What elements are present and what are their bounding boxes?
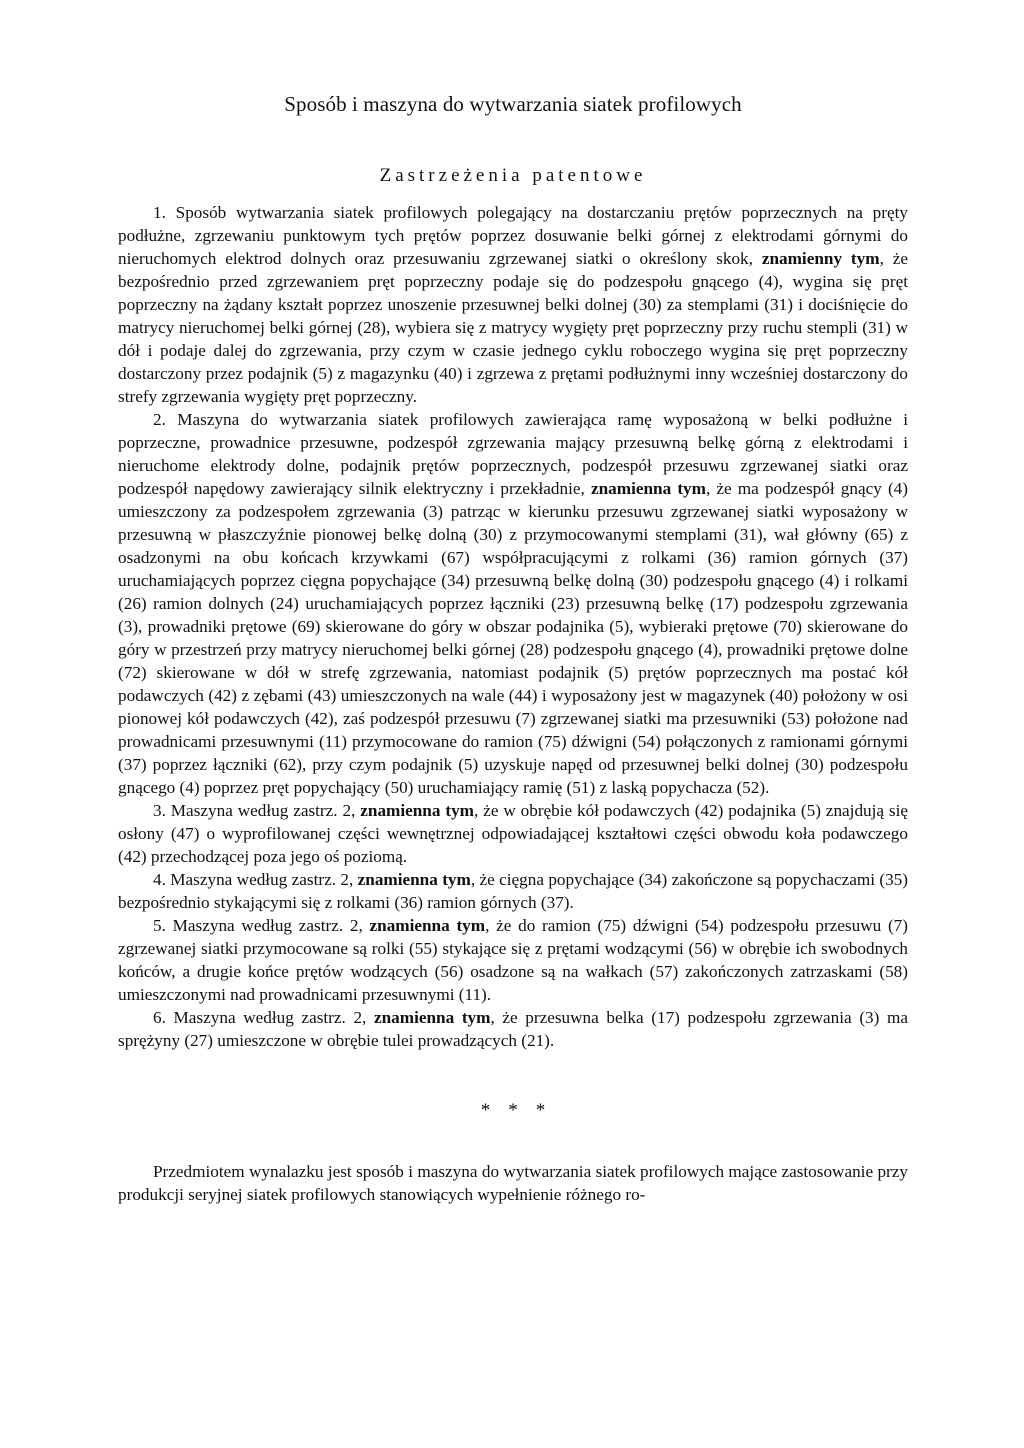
claim-text: 2. Maszyna do wytwarzania siatek profilowych zawierająca ramę wyposażoną w belki podłużne i poprzeczne, prowadnice przesuwne, podzespół zgrzewania mający przesuwną belkę górną z elektrodami i nieruchome elektrody dolne, podajnik prętów poprzecznych, podzespół przesuwu zgrzewanej siatki oraz podzespół napędowy zawierający silnik elektryczny i przekładnie, [118, 410, 908, 498]
claim-2 [118, 408, 908, 799]
claim-text: 4. Maszyna według zastrz. 2, [153, 870, 358, 889]
section-separator: *** [480, 1100, 564, 1121]
patent-page [118, 92, 908, 1206]
claim-5 [118, 914, 908, 1006]
claims-heading: Zastrzeżenia patentowe [379, 165, 647, 186]
claim-marker: znamienna tym [590, 479, 706, 498]
claim-text: , że przesuwna belka (17) podzespołu zgrzewania (3) ma sprężyny (27) umieszczone w obrębie tulei prowadzących (21). [118, 1008, 908, 1050]
claim-marker: znamienna tym [373, 1008, 491, 1027]
claim-marker: znamienna tym [357, 870, 471, 889]
claim-text: 6. Maszyna według zastrz. 2, [153, 1008, 374, 1027]
claim-6 [118, 1006, 908, 1052]
claim-4 [118, 868, 908, 914]
claim-marker: znamienna tym [369, 916, 486, 935]
claim-3 [118, 799, 908, 868]
document-title: Sposób i maszyna do wytwarzania siatek profilowych [284, 92, 742, 116]
claim-1 [118, 201, 908, 408]
claim-text: 5. Maszyna według zastrz. 2, [153, 916, 370, 935]
claim-text: , że ma podzespół gnący (4) umieszczony za podzespołem zgrzewania (3) patrząc w kierunku przesuwu zgrzewanej siatki wyposażony w przesuwną w płaszczyźnie pionowej belkę dolną (30) z przymocowanymi stemplami (31), wał główny (65) z osadzonymi na obu końcach krzywkami (67) współpracującymi z rolkami (36) ramion górnych (37) uruchamiających poprzez cięgna popychające (34) przesuwną belkę dolną (30) podzespołu gnącego (4) i rolkami (26) ramion dolnych (24) uruchamiających poprzez łączniki (23) przesuwną belkę (17) podzespołu zgrzewania (3), prowadniki prętowe (69) skierowane do góry w obszar podajnika (5), wybieraki prętowe (70) skierowane do góry w przestrzeń przy matrycy nieruchomej belki górnej (28) podzespołu gnącego (4), prowadniki prętowe dolne (72) skierowane w dół w strefę zgrzewania, natomiast podajnik (5) prętów poprzecznych ma postać kół podawczych (42) z zębami (43) umieszczonych na wale (44) i wyposażony jest w magazynek (40) położony w osi pionowej kół podawczych (42), zaś podzespół przesuwu (7) zgrzewanej siatki ma przesuwniki (53) położone nad prowadnicami przesuwnymi (11) przymocowane do ramion (75) dźwigni (54) połączonych z ramionami górnymi (37) poprzez łączniki (62), przy czym podajnik (5) uzyskuje napęd od przesuwnej belki dolnej (30) podzespołu gnącego (4) poprzez pręt popychający (50) uruchamiający ramię (51) z laską popychacza (52). [118, 479, 908, 797]
claim-text: , że w obrębie kół podawczych (42) podajnika (5) znajdują się osłony (47) o wyprofilowanej części wewnętrznej odpowiadającej kształtowi części obwodu koła podawczego (42) przechodzącej poza jego oś poziomą. [118, 801, 909, 866]
claim-text: 1. Sposób wytwarzania siatek profilowych polegający na dostarczaniu prętów poprzecznych na pręty podłużne, zgrzewaniu punktowym tych prętów poprzez dosuwanie belki górnej z elektrodami górnymi do nieruchomych elektrod dolnych oraz przesuwaniu zgrzewanej siatki o określony skok, [118, 203, 908, 268]
claim-marker: znamienna tym [360, 801, 474, 820]
claim-text: , że do ramion (75) dźwigni (54) podzespołu przesuwu (7) zgrzewanej siatki przymocowane są rolki (55) stykające się z prętami wodzącymi (56) w obrębie ich swobodnych końców, a drugie końce prętów wodzących (56) osadzone są na wałkach (57) zakończonych zatrzaskami (58) umieszczonymi nad prowadnicami przesuwnymi (11). [118, 916, 908, 1004]
claim-marker: znamienny tym [761, 249, 880, 268]
description-paragraph: Przedmiotem wynalazku jest sposób i maszyna do wytwarzania siatek profilowych mające zastosowanie przy produkcji seryjnej siatek profilowych stanowiących wypełnienie różnego ro- [118, 1162, 908, 1204]
claim-text: , że bezpośrednio przed zgrzewaniem pręt poprzeczny podaje się do podzespołu gnącego (4), wygina się pręt poprzeczny na żądany kształt poprzez unoszenie przesuwnej belki dolnej (30) za stemplami (31) i dociśnięcie do matrycy nieruchomej belki górnej (28), wybiera się z matrycy wygięty pręt poprzeczny przy ruchu stempli (31) w dół i podaje dalej do zgrzewania, przy czym w czasie jednego cyklu roboczego wygina się pręt poprzeczny dostarczony przez podajnik (5) z magazynku (40) i zgrzewa z prętami podłużnymi inny wcześniej dostarczony do strefy zgrzewania wygięty pręt poprzeczny. [118, 249, 908, 406]
claim-text: , że cięgna popychające (34) zakończone są popychaczami (35) bezpośrednio stykającymi się z rolkami (36) ramion górnych (37). [118, 870, 908, 912]
claim-text: 3. Maszyna według zastrz. 2, [153, 801, 361, 820]
